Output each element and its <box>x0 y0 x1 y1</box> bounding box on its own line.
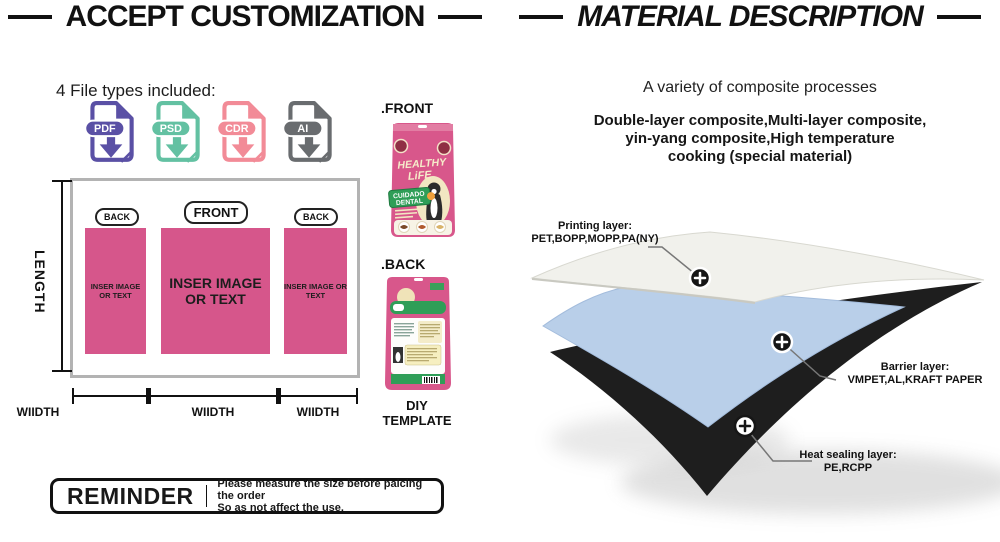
description-line-1: Double-layer composite,Multi-layer composite, <box>593 112 927 129</box>
title-dash-left <box>8 15 52 19</box>
layer-materials: PE,RCPP <box>823 462 873 474</box>
svg-text:LiFE: LiFE <box>407 169 433 183</box>
back-panel-right <box>284 228 347 354</box>
layer-name: Barrier layer: <box>880 361 950 373</box>
description-line-3: cooking (special material) <box>667 148 853 165</box>
svg-text:HEALTHY: HEALTHY <box>397 156 447 172</box>
layer-name: Heat sealing layer: <box>799 449 897 461</box>
front-pouch-caption: .FRONT <box>381 100 434 116</box>
svg-text:CUIDADO: CUIDADO <box>392 190 425 201</box>
reminder-title: REMINDER <box>67 482 194 509</box>
right-section-header <box>510 0 990 34</box>
ai-file-icon <box>280 100 338 166</box>
plus-icon <box>735 416 755 436</box>
length-dimension-line <box>52 180 72 372</box>
plus-icon <box>690 268 710 288</box>
panel-placeholder-text: INSER IMAGE OR TEXT <box>90 282 141 300</box>
back-pouch-image <box>380 273 456 395</box>
width-label-3: WIIDTH <box>296 405 340 419</box>
layer-materials: PET,BOPP,MOPP,PA(NY) <box>531 233 659 245</box>
svg-text:PSD: PSD <box>159 122 182 135</box>
file-types-heading: 4 File types included: <box>56 81 216 100</box>
reminder-line-2: So as not affect the use. <box>217 502 344 514</box>
width-label-1: WIIDTH <box>16 405 60 419</box>
back-pouch-caption: .BACK <box>381 256 426 272</box>
material-layers-diagram <box>520 190 1000 540</box>
dieline-template <box>70 178 360 378</box>
svg-text:AI: AI <box>297 122 309 135</box>
svg-text:PDF: PDF <box>94 122 116 135</box>
svg-text:CDR: CDR <box>225 122 249 135</box>
panel-placeholder-text: INSER IMAGE OR TEXT <box>169 275 262 307</box>
heat-sealing-layer-label <box>788 449 908 475</box>
diy-line-2: TEMPLATE <box>382 413 452 428</box>
reminder-text <box>217 478 441 514</box>
panel-label-back-left: BACK <box>95 208 139 226</box>
layer-materials: VMPET,AL,KRAFT PAPER <box>847 374 983 386</box>
svg-text:DENTAL: DENTAL <box>395 197 424 208</box>
composite-subtitle: A variety of composite processes <box>643 79 877 96</box>
psd-file-icon <box>148 100 206 166</box>
width-label-2: WIIDTH <box>191 405 235 419</box>
composite-description <box>545 112 975 166</box>
cdr-file-icon <box>214 100 272 166</box>
left-section-title: ACCEPT CUSTOMIZATION <box>65 0 425 33</box>
title-dash-left <box>519 15 563 19</box>
reminder-divider <box>206 485 208 507</box>
width-dimension-line <box>72 388 358 404</box>
diy-template-label <box>372 398 462 428</box>
panel-label-back-right: BACK <box>294 208 338 226</box>
reminder-box <box>50 478 444 514</box>
right-section-title: MATERIAL DESCRIPTION <box>577 0 923 33</box>
front-panel <box>161 228 270 354</box>
left-section-header <box>0 0 490 34</box>
plus-icon <box>772 332 792 352</box>
panel-placeholder-text: INSER IMAGE OR TEXT <box>284 282 347 300</box>
pdf-file-icon <box>82 100 140 166</box>
title-dash-right <box>937 15 981 19</box>
printing-layer-label <box>525 220 665 246</box>
back-panel-left <box>85 228 146 354</box>
panel-label-front: FRONT <box>184 201 248 224</box>
reminder-line-1: Please measure the size before palcing the order <box>217 478 423 502</box>
description-line-2: yin-yang composite,High temperature <box>625 130 895 147</box>
layer-name: Printing layer: <box>558 220 632 232</box>
barrier-layer-label <box>845 361 985 387</box>
file-type-icons <box>82 100 338 166</box>
title-dash-right <box>438 15 482 19</box>
diy-line-1: DIY <box>406 398 428 413</box>
length-label: LENGTH <box>32 250 48 314</box>
front-pouch-image <box>386 118 460 244</box>
